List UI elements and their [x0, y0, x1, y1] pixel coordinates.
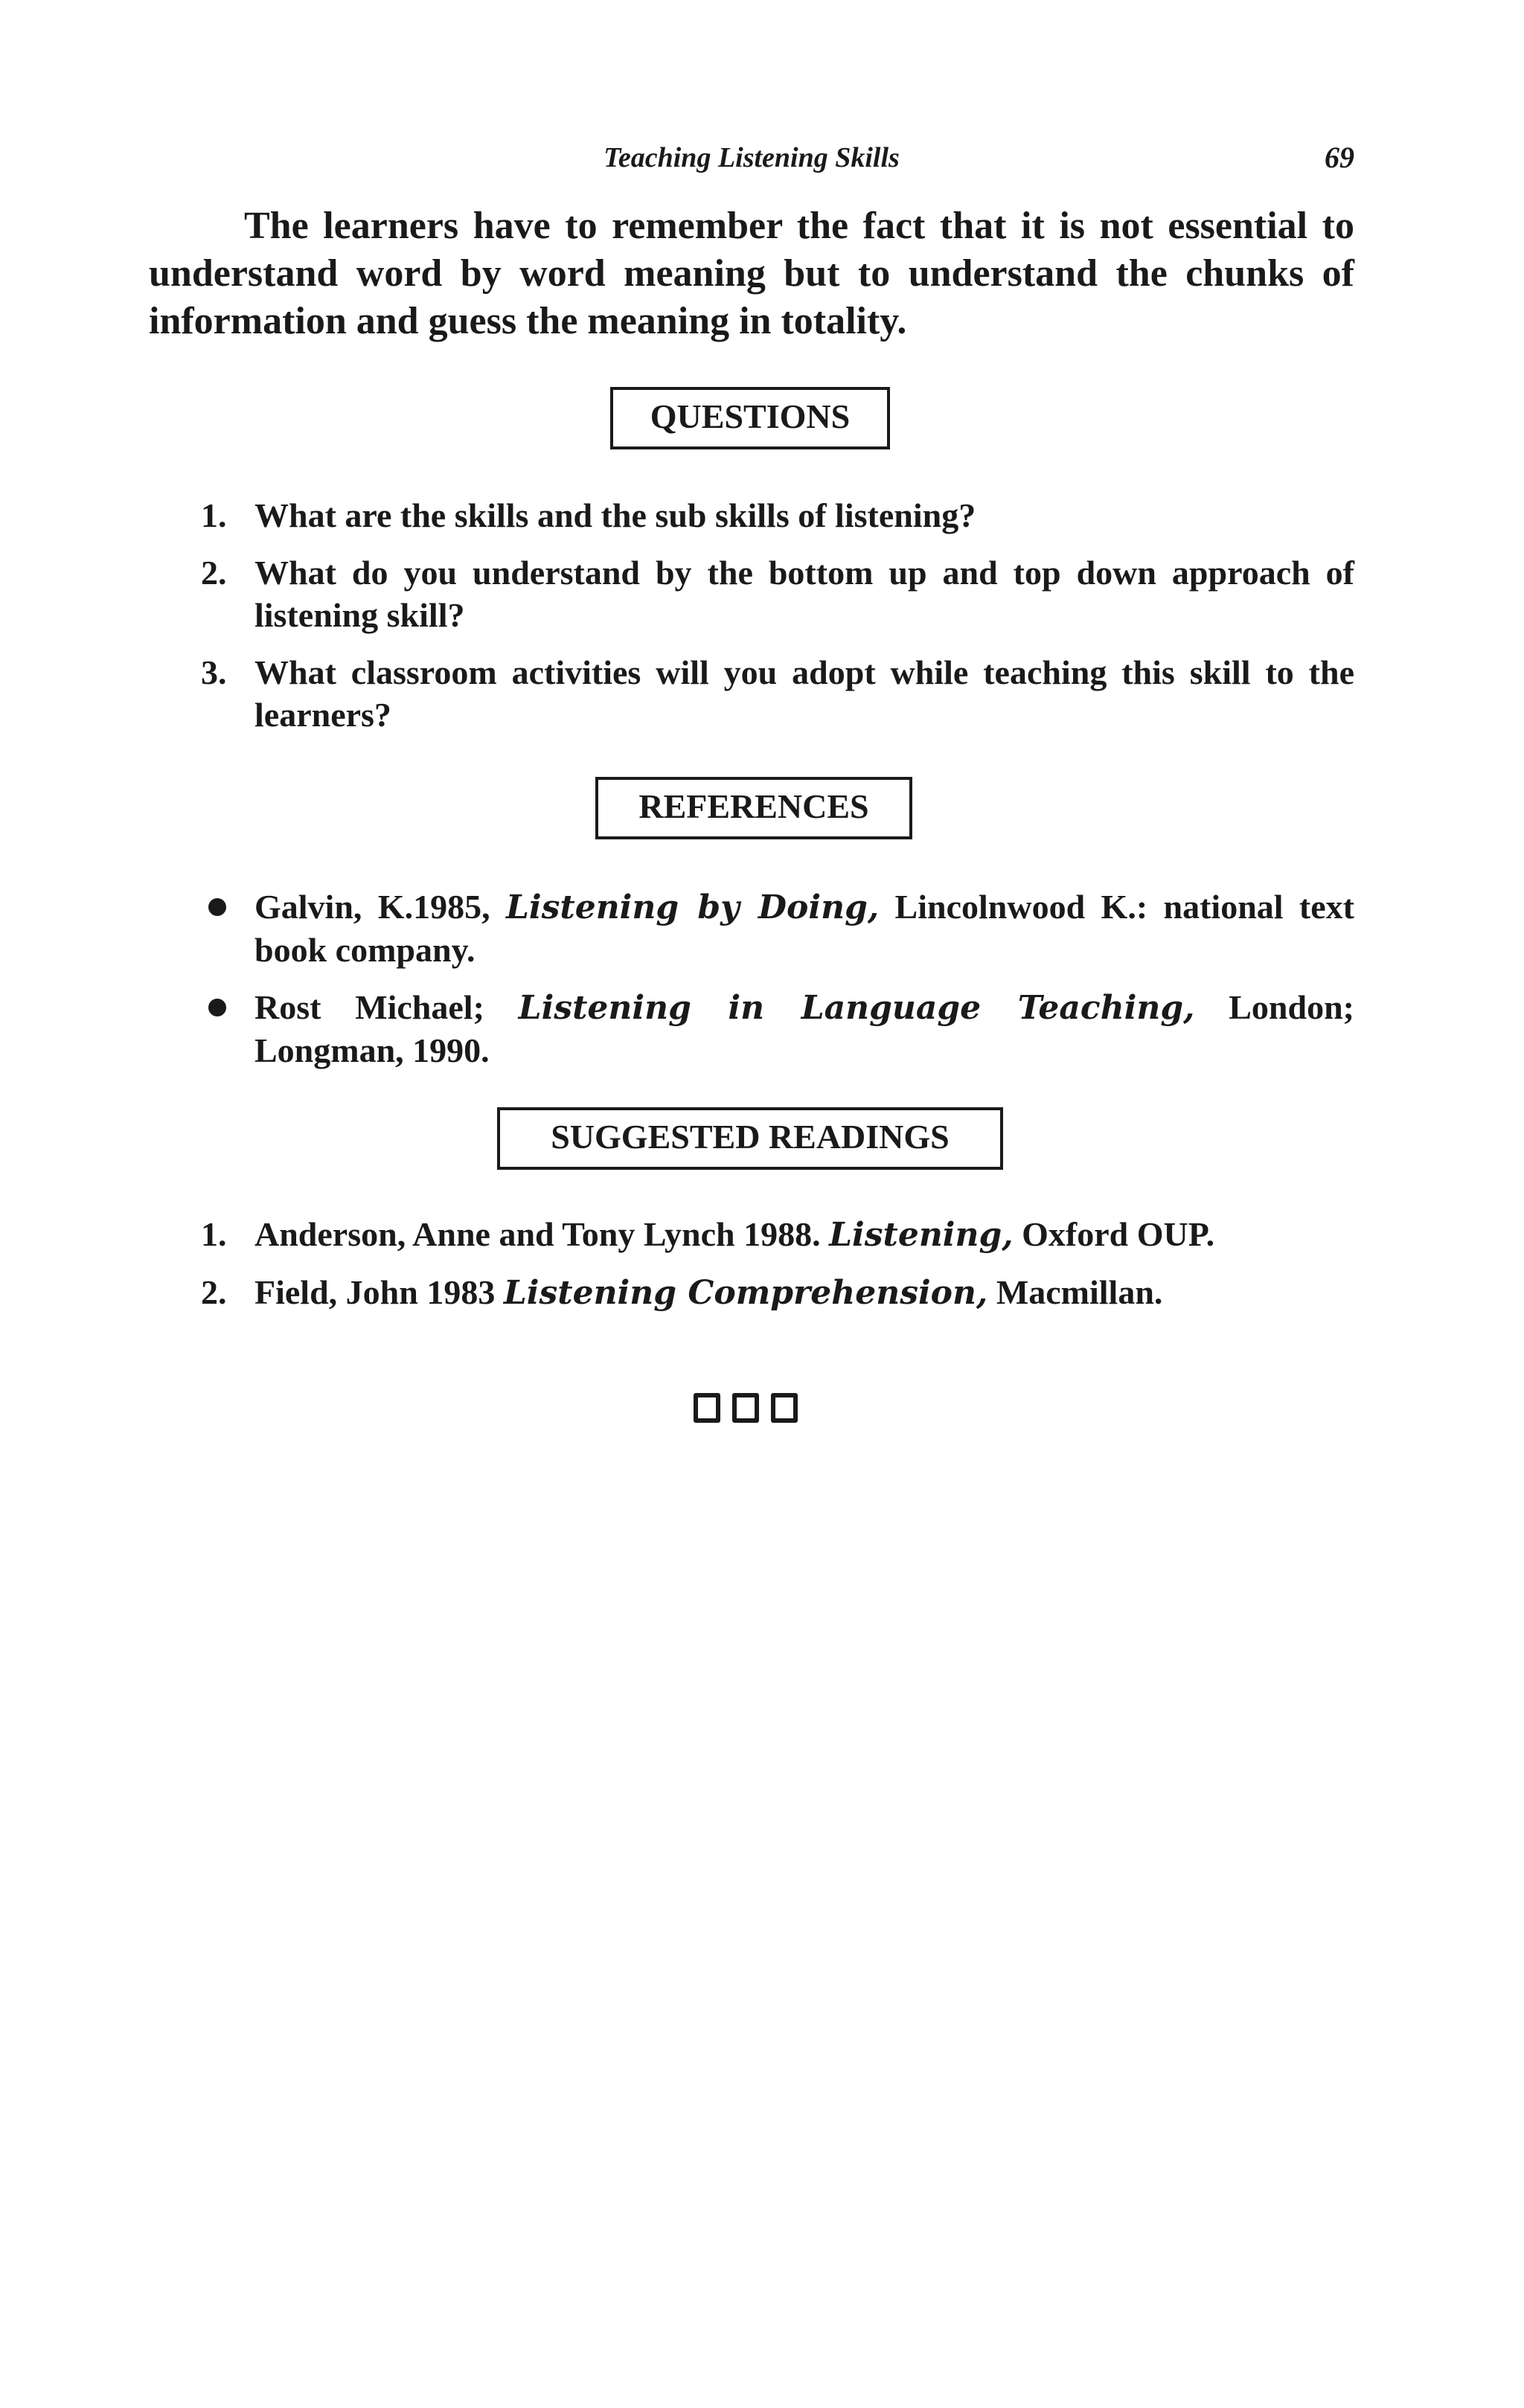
bullet-icon [208, 999, 226, 1016]
question-text: What classroom activities will you adopt while teaching this skill to the learners? [254, 653, 1354, 734]
reading-title: Listening, [829, 1216, 1014, 1254]
reference-author: Rost Michael; [254, 988, 519, 1026]
suggested-readings-heading: SUGGESTED READINGS [497, 1107, 1003, 1170]
reading-number: 2. [201, 1273, 227, 1311]
question-text: What are the skills and the sub skills of listening? [254, 496, 976, 534]
question-item [186, 494, 1354, 537]
reference-author: Galvin, K.1985, [254, 888, 506, 926]
running-header [149, 135, 1354, 180]
question-number: 3. [201, 653, 227, 691]
questions-heading: QUESTIONS [610, 387, 890, 449]
question-number: 2. [201, 554, 227, 592]
reading-item [186, 1271, 1354, 1314]
references-heading: REFERENCES [595, 777, 912, 839]
reference-title: Listening in Language Teaching, [518, 989, 1195, 1027]
reference-title: Listening by Doing, [505, 888, 880, 926]
reference-item [186, 986, 1354, 1072]
reference-item [186, 886, 1354, 971]
end-of-chapter-marks [694, 1393, 813, 1423]
question-number: 1. [201, 496, 227, 534]
reference-publisher: London; Longman, 1990. [254, 988, 1354, 1069]
page-number: 69 [1325, 141, 1354, 174]
question-text: What do you understand by the bottom up and top down approach of listening skill? [254, 554, 1354, 634]
reading-author: Field, John 1983 [254, 1273, 504, 1311]
hollow-square-icon [771, 1393, 798, 1423]
reading-publisher: Oxford OUP. [1013, 1215, 1215, 1253]
reading-number: 1. [201, 1215, 227, 1253]
question-item [186, 651, 1354, 736]
reading-item [186, 1213, 1354, 1256]
question-item [186, 551, 1354, 636]
hollow-square-icon [694, 1393, 720, 1423]
reference-publisher: Lincolnwood K.: national text book company. [254, 888, 1354, 969]
references-list [186, 886, 1354, 1086]
hollow-square-icon [732, 1393, 759, 1423]
intro-paragraph: The learners have to remember the fact that it is not essential to understand word by word meaning but to understand the chunks of information and guess the meaning in totality. [149, 205, 1354, 342]
running-title: Teaching Listening Skills [603, 142, 900, 173]
reading-title: Listening Comprehension, [503, 1274, 988, 1312]
questions-list [186, 494, 1354, 736]
reading-publisher: Macmillan. [987, 1273, 1163, 1311]
suggested-readings-list [186, 1213, 1354, 1329]
reading-author: Anderson, Anne and Tony Lynch 1988. [254, 1215, 830, 1253]
bullet-icon [208, 898, 226, 916]
